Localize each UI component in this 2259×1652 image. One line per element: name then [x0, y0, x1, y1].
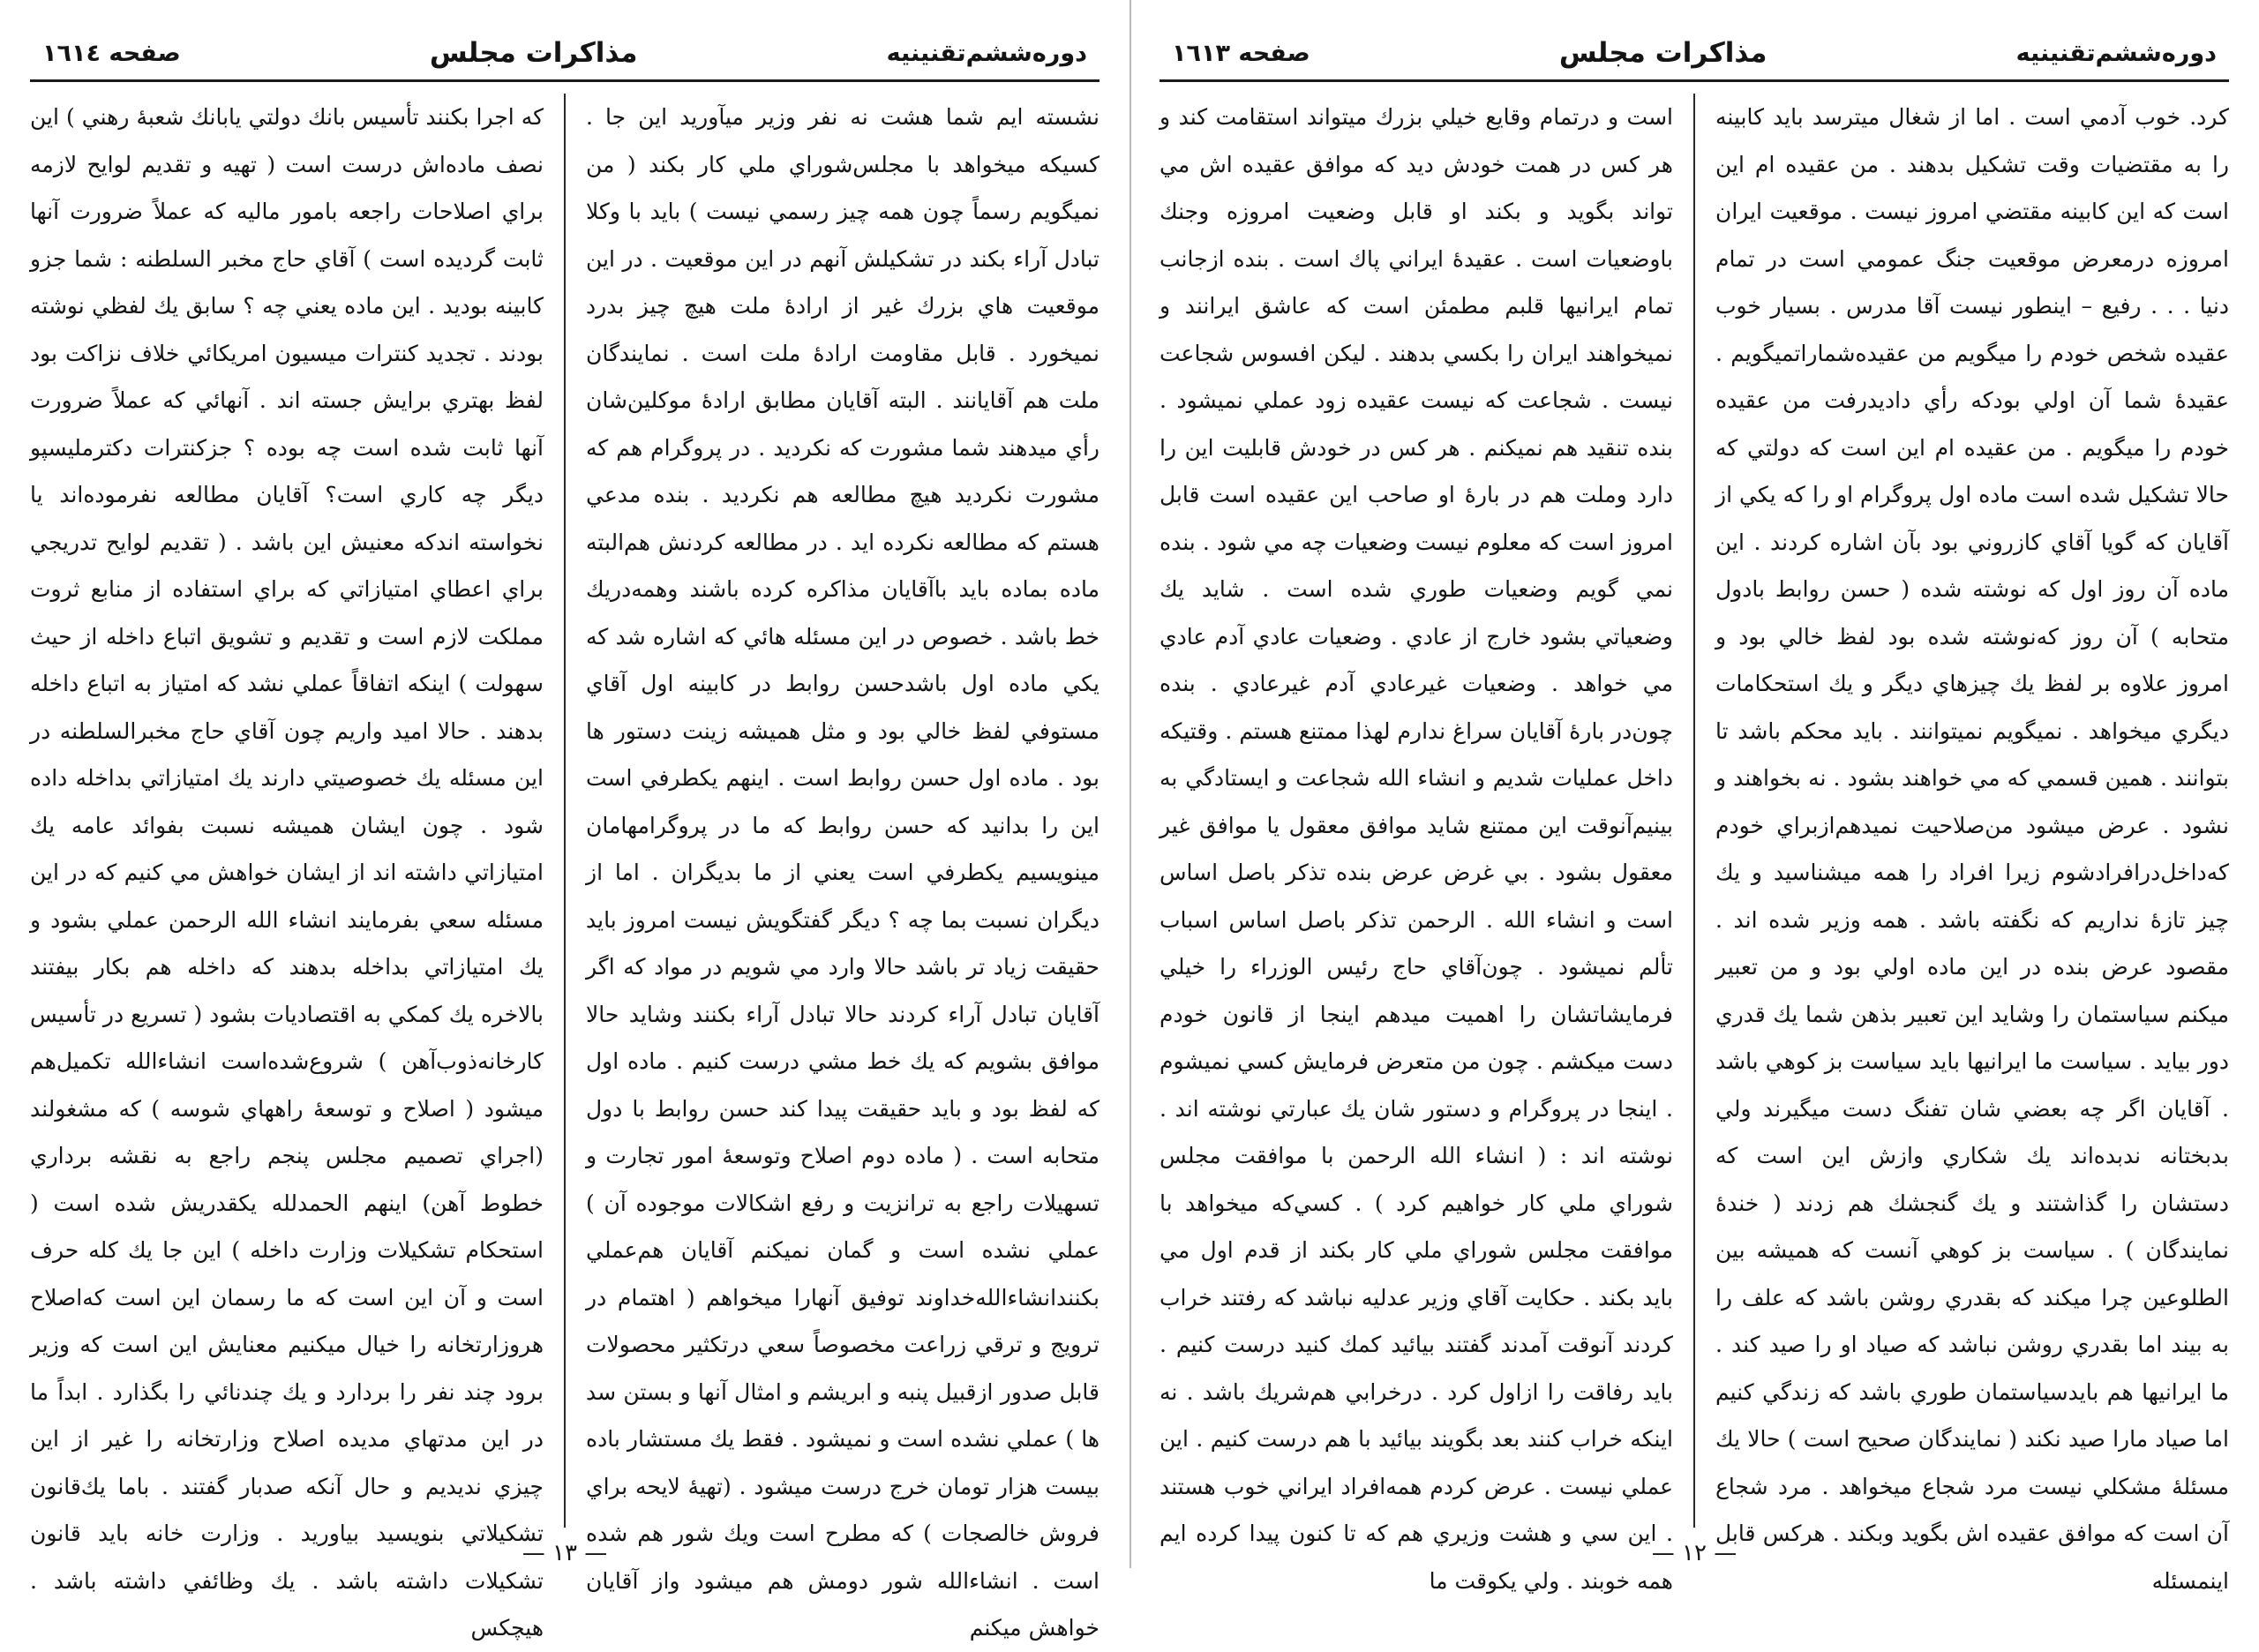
session-title: دوره‌ششم‌تقنينيه — [2015, 39, 2217, 67]
page-1613 — [1140, 26, 2248, 1594]
page-number: صفحه ١٦١٣ — [1172, 39, 1310, 67]
text-column-right — [586, 94, 1099, 1641]
text-column-left — [30, 94, 544, 1641]
publication-title: مذاكرات مجلس — [429, 37, 638, 69]
text-column-right — [1715, 94, 2229, 1594]
column-text: نشسته ايم شما هشت نه نفر وزير ميآوريد اين جا . كسيكه ميخواهد با مجلس‌شوراي ملي كار بكند ( من نميگويم رسماً چون همه چيز رسمي نيست ) بايد با وكلا تبادل آراء بكند در تشكيلش آنهم در اين موقعيت . در اين موقعيت هاي بزرك غير از ارادهٔ ملت هيچ چيز بدرد نميخورد . قابل مقاومت ارادهٔ ملت است . نمايندگان ملت هم آقايانند . البته آقايان مطابق ارادهٔ موكلين‌شان رأي ميدهند شما مشورت كه نكرديد . در پروگرام هم كه مشورت نكرديد هيچ مطالعه هم نكرديد . بنده مدعي هستم كه مطالعه نكرده ايد . در مطالعه كردنش هم‌البته ماده بماده بايد باآقايان مذاكره كرده باشند وهمه‌دريك خط باشد . خصوص در اين مسئله هائي كه اشاره شد كه يكي ماده اول باشد‌حسن روابط در كابينه اول آقاي مستوفي لفظ خالي بود و مثل هميشه زينت دستور ها بود . ماده اول حسن روابط است . اينهم يكطرفي است اين را بدانيد كه حسن روابط كه ما در پروگرامهامان مينويسيم يكطرفي است يعني از ما بديگران . اما از ديگران نسبت بما چه ؟ ديگر گفتگويش نيست امروز بايد حقيقت زياد تر باشد حالا وارد مي شويم در مواد كه اگر آقايان تبادل آراء كردند حالا تبادل آراء بكنند وشايد حالا موافق بشويم كه يك خط مشي درست كنيم . ماده اول كه لفظ بود و بايد حقيقت پيدا كند حسن روابط با دول متحابه است . ( ماده دوم اصلاح وتوسعهٔ امور تجارت و تسهيلات راجع به ترانزيت و رفع اشكالات موجوده آن ) عملي نشده است و گمان نميكنم آقايان هم‌عملي بكنند‌انشاءالله‌خداوند توفيق آنهارا ميخواهم ( اهتمام در ترويج و ترقي زراعت مخصوصاً سعي در‌تكثير محصولات قابل صدور ازقبيل پنبه و ابريشم و امثال آنها و بستن سد ها ) عملي نشده است و نميشود . فقط يك مستشار باده بيست هزار تومان خرج درست ميشود . (تهيهٔ لايحه براي فروش خالصجات ) كه مطرح است ويك شور هم شده است . انشاءالله شور دومش هم ميشود واز آقايان خواهش ميكنم — [586, 104, 1099, 1641]
text-column-left — [1160, 94, 1674, 1594]
column-divider — [564, 94, 566, 1528]
column-text: است و درتمام وقايع خيلي بزرك ميتواند استقامت كند و هر كس در همت خودش ديد كه موافق عقيده اش مي تواند بگويد و بكند او قابل وضعيت امروزه وجنك باوضعيات است . عقيدهٔ ايراني پاك است . بنده ازجانب تمام ايرانيها قلبم مطمئن است كه عاشق ايرانند و نميخواهند ايران را بكسي بدهند . ليكن افسوس شجاعت نيست . شجاعت كه نيست عقيده زود عملي نميشود . بنده تنقيد هم نميكنم . هر كس در خودش قابليت اين را دارد وملت هم در بارهٔ او صاحب اين عقيده است قابل امروز است كه معلوم نيست وضعيات چه مي شود . بنده نمي گويم وضعيات طوري شده است . شايد يك وضعياتي بشود خارج از عادي . وضعيات عادي آدم عادي مي خواهد . وضعيات غيرعادي آدم غيرعادي . بنده چون‌در بارهٔ آقايان سراغ ندارم لهذا ممتنع هستم . وقتيكه داخل عمليات شديم و انشاء الله شجاعت و ايستادگي به بينيم‌آنوقت اين ممتنع شايد موافق معقول يا موافق غير معقول بشود . بي غرض عرض بنده تذكر باصل اساس است و انشاء الله . الرحمن تذكر باصل اساس اسباب تألم نميشود . چون‌آقاي حاج رئيس الوزراء را خيلي فرمايشاتشان را اهميت ميدهم اينجا از قانون خودم دست ميكشم . چون من متعرض فرمايش كسي نميشوم . اينجا در پروگرام و دستور شان يك عبارتي نوشته اند . نوشته اند : ( انشاء الله الرحمن با موافقت مجلس شوراي ملي كار خواهيم كرد ) . كسي‌كه ميخواهد با موافقت مجلس شوراي ملي كار بكند از قدم اول مي بايد بكند . حكايت آقاي وزير عدليه نباشد كه رفتند خراب كردند آنوقت آمدند گفتند بيائيد كمك كنيد درست كنيم . بايد رفاقت را ازاول كرد . درخرابي هم‌شريك باشد . نه اينكه خراب كنند بعد بگويند بيائيد با هم درست كنيم . اين عملي نيست . عرض كردم همه‌افراد ايراني خوب هستند . اين سي و هشت وزيري هم كه تا كنون پيدا كرده ايم همه خوبند . ولي يكوقت ما — [1160, 104, 1674, 1594]
book-gutter — [1130, 0, 1131, 1568]
column-divider — [1693, 94, 1695, 1528]
folio: — ١٣ — — [522, 1540, 608, 1566]
page-header — [30, 26, 1099, 82]
column-text: كرد. خوب آدمي است . اما از شغال ميترسد بايد كابينه را به مقتضيات وقت تشكيل بدهند . من عقيده ام اين است كه اين كابينه مقتضي امروز نيست . موقعيت ايران امروزه درمعرض موقعيت جنگ عمومي است در تمام دنيا . . . رفيع – اينطور نيست آقا مدرس . بسيار خوب عقيده شخص خودم را ميگويم من عقيده‌شماراتميگويم . عقيدهٔ شما آن اولي بودكه رأي داديدرفت من عقيده خودم را ميگويم . من عقيده ام اين است كه دولتي كه حالا تشكيل شده است ماده اول پروگرام او را كه يكي از آقايان كه گويا آقاي كازروني بود بآن اشاره كردند . اين ماده آن روز اول كه نوشته شده ( حسن روابط بادول متحابه ) آن روز كه‌نوشته شده بود لفظ خالي بود و امروز علاوه بر لفظ يك چيزهاي ديگر و يك استحكامات ديگري ميخواهد . نميگويم نميتوانند . بايد محكم باشد تا بتوانند . همين قسمي كه مي خواهند بشود . نه بخواهند و نشود . عرض ميشود من‌صلاحيت نميدهم‌ازبراي خودم كه‌داخل‌درافرادشوم زيرا افراد را همه ميشناسيد و يك چيز تازهٔ نداريم كه نگفته باشد . همه وزير شده اند . مقصود عرض بنده در اين ماده اولي بود و من تعبير ميكنم سياستمان را وشايد اين تعبير بذهن شما يك قدري دور بيايد . سياست ما ايرانيها بايد سياست بز كوهي باشد . آقايان اگر چه بعضي شان تفنگ دست ميگيرند ولي بدبختانه ندبده‌اند يك شكاري وازش اين است كه دستشان را گذاشتند و يك گنجشك هم زدند ( خندهٔ نمايندگان ) . سياست بز كوهي آنست كه هميشه بين الطلوعين چرا ميكند كه بقدري روشن باشد كه علف را به بيند اما بقدري روشن نباشد كه صياد او را صيد كند . ما ايرانيها هم بايدسياستمان طوري باشد كه زندگي كنيم اما صياد مارا صيد نكند ( نمايندگان صحيح است ) حالا يك مسئلهٔ مشكلي نيست مرد شجاع ميخواهد . مرد شجاع آن است كه موافق عقيده اش بگويد وبكند . هركس قابل اينمسئله — [1715, 104, 2229, 1594]
column-text: كه اجرا بكنند تأسيس بانك دولتي يابانك شعبهٔ رهني ) اين نصف ماده‌اش درست است ( تهيه و تقديم لوايح لازمه براي اصلاحات راجعه بامور ماليه كه عملاً ضرورت آنها ثابت گرديده است ) آقاي حاج مخبر السلطنه : شما جزو كابينه بوديد . اين ماده يعني چه ؟ سابق يك لفظي نوشته بودند . تجديد كنترات ميسيون امريكائي خلاف نزاكت بود لفظ بهتري برايش جسته اند . آنهائي كه عملاً ضرورت آنها ثابت شده است چه بوده ؟ جزكنترات دكترمليسپو ديگر چه كاري است؟ آقايان مطالعه نفرموده‌اند يا نخواسته اندكه معنيش اين باشد . ( تقديم لوايح تدريجي براي اعطاي امتيازاتي كه براي استفاده از منابع ثروت مملكت لازم است و تقديم و تشويق اتباع داخله از حيث سهولت ) اينكه اتفاقاً عملي نشد كه امتياز به اتباع داخله بدهند . حالا اميد واريم چون آقاي حاج مخبرالسلطنه در اين مسئله يك خصوصيتي دارند يك امتيازاتي بداخله داده شود . چون ايشان هميشه نسبت بفوائد عامه يك امتيازاتي داشته اند از ايشان خواهش مي كنيم كه در اين مسئله سعي بفرمايند انشاء الله الرحمن عملي بشود و يك امتيازاتي بداخله بدهند كه داخله هم بكار بيفتند بالاخره يك كمكي به اقتصاديات بشود ( تسريع در تأسيس كارخانه‌ذوب‌آهن ) شروع‌شده‌است انشاءالله تكميل‌هم ميشود ( اصلاح و توسعهٔ راههاي شوسه ) كه مشغولند (اجراي تصميم مجلس پنجم راجع به نقشه برداري خطوط آهن) اينهم الحمدلله يكقدريش شده است ( استحكام تشكيلات وزارت داخله ) اين جا يك كله حرف است و آن اين است كه ما رسمان اين است كه‌اصلاح هروزارتخانه را خيال ميكنيم معنايش اين است كه وزير برود چند نفر را بردارد و يك چندنائي را بگذارد . ابداً ما در اين مدتهاي مديده اصلاح وزارتخانه را غير از اين چيزي نديديم و حال آنكه صدبار گفتند . باما يك‌قانون تشكيلاتي بنويسيد بياوريد . وزارت خانه بايد قانون تشكيلات داشته باشد . يك وظائفي داشته باشد . هيچكس — [30, 104, 544, 1641]
page-header — [1160, 26, 2229, 82]
publication-title: مذاكرات مجلس — [1558, 37, 1767, 69]
folio: — ١٢ — — [1651, 1540, 1737, 1566]
session-title: دوره‌ششم‌تقنينيه — [886, 39, 1087, 67]
page-number: صفحه ١٦١٤ — [42, 39, 181, 67]
page-1614 — [11, 26, 1119, 1641]
